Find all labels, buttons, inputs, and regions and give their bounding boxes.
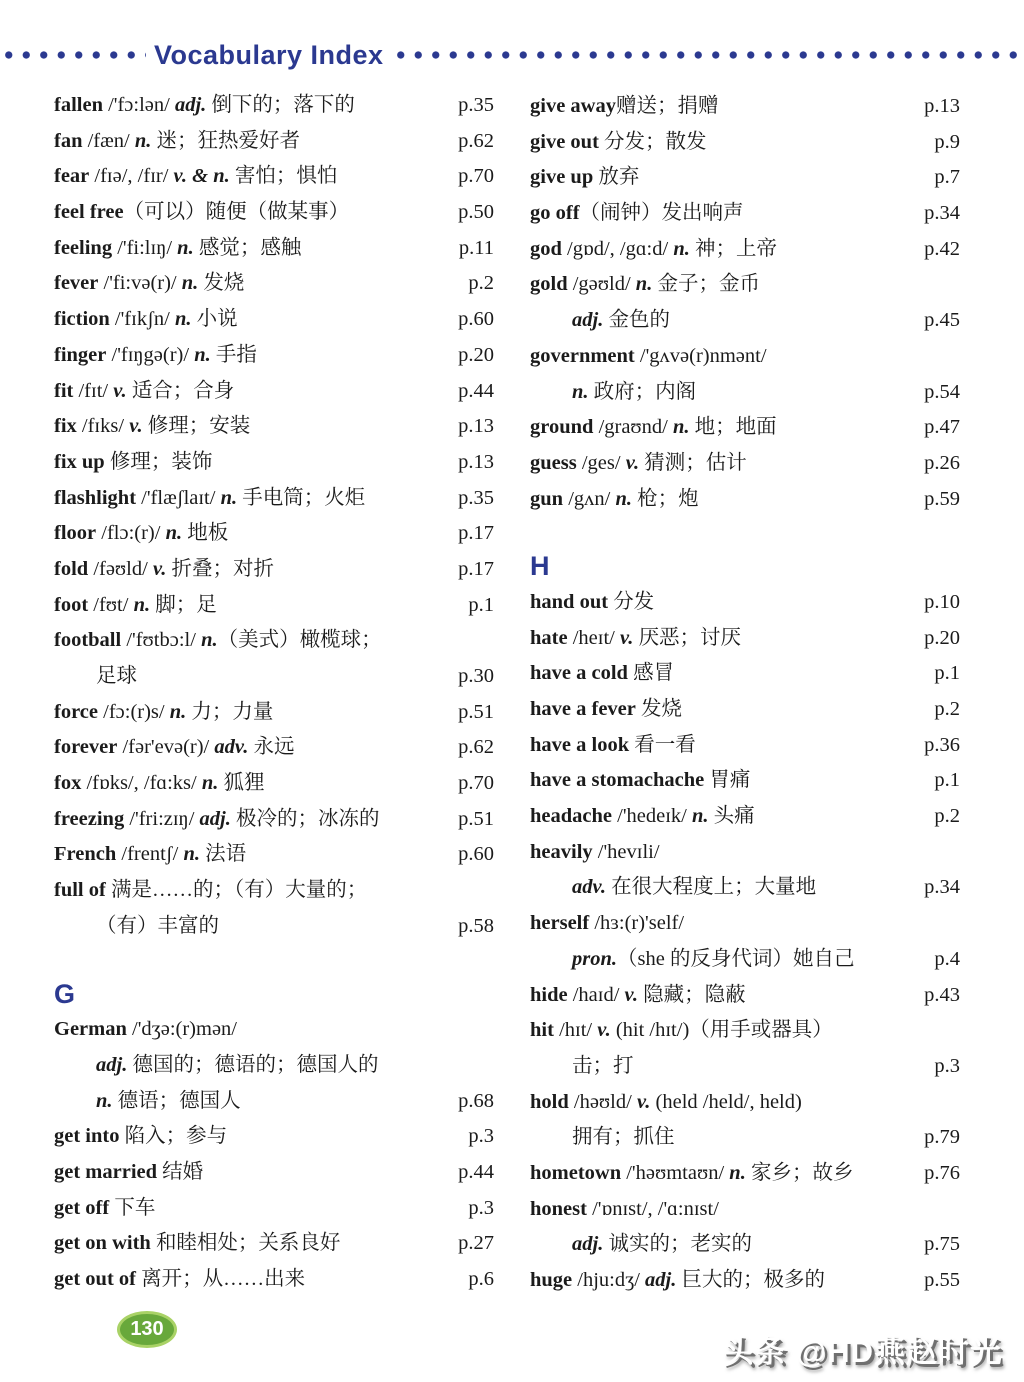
page-ref: p.30 (458, 665, 494, 687)
vocab-entry-text: pron.（she 的反身代词）她自己 (572, 947, 855, 970)
vocab-entry-line (54, 1119, 494, 1155)
vocab-entry-text: give up 放弃 (530, 166, 640, 189)
vocab-entry-text: （有）丰富的 (96, 914, 219, 937)
vocab-entry-line (530, 1049, 960, 1085)
page-ref: p.43 (924, 983, 960, 1006)
vocab-entry-line (530, 1192, 960, 1228)
page-ref: p.2 (934, 805, 960, 828)
vocab-entry-line (530, 1120, 960, 1156)
page-ref: p.68 (458, 1089, 494, 1112)
vocab-entry-line (54, 623, 494, 659)
page-ref: p.79 (924, 1126, 960, 1149)
vocab-entry-line (54, 1262, 494, 1298)
page-ref: p.36 (924, 733, 960, 756)
vocab-entry-line (530, 125, 960, 161)
vocab-entry-text: guess /ges/ v. 猜测；估计 (530, 451, 747, 474)
vocab-entry-text: ground /graʊnd/ n. 地；地面 (530, 416, 777, 439)
page-ref: p.54 (924, 380, 960, 403)
vocab-entry-text: go off（闹钟）发出响声 (530, 202, 744, 225)
vocab-entry-text: fallen /'fɔ:lən/ adj. 倒下的；落下的 (54, 94, 355, 116)
page-ref: p.42 (924, 237, 960, 260)
page-ref: p.70 (458, 165, 494, 188)
vocab-entry-text: get into 陷入；参与 (54, 1125, 228, 1148)
vocab-entry-line (530, 1085, 960, 1121)
vocab-entry-line (54, 588, 494, 624)
page-ref: p.75 (924, 1233, 960, 1256)
vocab-entry-line (530, 339, 960, 375)
vocab-entry-text: adj. 金色的 (572, 309, 670, 332)
vocab-entry-line (54, 374, 494, 410)
vocab-entry-text: fold /fəʊld/ v. 折叠；对折 (54, 557, 275, 580)
vocabulary-index-header (0, 40, 1024, 70)
section-gap (54, 945, 494, 977)
vocab-entry-text: n. 德语；德国人 (96, 1089, 241, 1112)
page-ref: p.4 (934, 947, 960, 970)
vocab-entry-line (530, 482, 960, 518)
page-ref: p.3 (468, 1125, 494, 1148)
vocab-entry-line (54, 766, 494, 802)
page-ref: p.45 (924, 309, 960, 332)
page-ref: p.35 (458, 94, 494, 116)
vocab-entry-text: full of 满是……的；（有）大量的； (54, 879, 368, 902)
vocab-entry-line (530, 303, 960, 339)
vocab-entry-text: finger /'fɪŋgə(r)/ n. 手指 (54, 343, 257, 366)
vocab-entry-text: hit /hɪt/ v. (hit /hɪt/)（用手或器具） (530, 1019, 833, 1042)
vocab-entry-text: hometown /'həʊmtaʊn/ n. 家乡；故乡 (530, 1161, 854, 1184)
vocab-entry-text: gun /gʌn/ n. 枪；炮 (530, 487, 699, 510)
vocab-entry-line (54, 1048, 494, 1084)
vocab-entry-text: adj. 诚实的；老实的 (572, 1233, 752, 1256)
vocab-entry-line (530, 1013, 960, 1049)
vocab-entry-line (530, 585, 960, 621)
vocab-entry-text: give away赠送；捐赠 (530, 95, 719, 117)
vocab-entry-text: flashlight /'flæʃlaɪt/ n. 手电筒；火炬 (54, 486, 366, 509)
vocab-entry-line (530, 196, 960, 232)
page-ref: p.47 (924, 416, 960, 439)
page-ref: p.34 (924, 876, 960, 899)
page-ref: p.60 (458, 843, 494, 866)
vocab-entry-line (530, 410, 960, 446)
page-ref: p.3 (934, 1054, 960, 1077)
vocab-entry-text: have a look 看一看 (530, 733, 696, 756)
vocab-entry-line (530, 446, 960, 482)
vocab-entry-line (54, 802, 494, 838)
vocab-entry-line (54, 445, 494, 481)
page-ref: p.59 (924, 487, 960, 510)
vocab-entry-text: force /fɔ:(r)s/ n. 力；力量 (54, 700, 274, 723)
vocab-entry-line (54, 195, 494, 231)
page-ref: p.44 (458, 379, 494, 402)
vocab-entry-text: adj. 德国的；德语的；德国人的 (96, 1053, 379, 1076)
vocab-entry-text: foot /fʊt/ n. 脚；足 (54, 593, 217, 616)
vocab-entry-text: hold /həʊld/ v. (held /held/, held) (530, 1090, 802, 1113)
vocab-entry-line (530, 799, 960, 835)
page-ref: p.11 (458, 236, 494, 259)
vocab-entry-line (54, 516, 494, 552)
vocab-entry-text: god /gɒd/, /gɑ:d/ n. 神；上帝 (530, 237, 777, 260)
page-ref: p.9 (934, 130, 960, 153)
page-ref: p.13 (458, 415, 494, 438)
vocab-entry-line (530, 692, 960, 728)
vocab-entry-text: floor /flɔ:(r)/ n. 地板 (54, 522, 229, 545)
vocab-entry-text: freezing /'fri:zɪŋ/ adj. 极冷的；冰冻的 (54, 807, 380, 830)
vocab-entry-line (530, 621, 960, 657)
page-ref: p.55 (924, 1269, 960, 1291)
page-ref: p.26 (924, 451, 960, 474)
vocab-entry-text: gold /gəʊld/ n. 金子；金币 (530, 273, 760, 296)
vocab-entry-text: herself /hɜ:(r)'self/ (530, 912, 685, 935)
vocab-entry-line (54, 302, 494, 338)
vocab-entry-text: German /'dʒə:(r)mən/ (54, 1018, 238, 1041)
vocab-entry-text: 击；打 (572, 1054, 634, 1077)
page-ref: p.13 (924, 95, 960, 117)
page-number: 130 (130, 1318, 164, 1340)
vocab-column-right (530, 89, 960, 1299)
vocab-entry-line (530, 870, 960, 906)
vocab-entry-line (54, 1226, 494, 1262)
vocab-entry-text: headache /'hedeɪk/ n. 头痛 (530, 805, 755, 828)
page-ref: p.6 (468, 1268, 494, 1290)
vocab-entry-line (54, 338, 494, 374)
vocab-entry-line (530, 978, 960, 1014)
page-ref: p.50 (458, 201, 494, 224)
page-ref: p.13 (458, 450, 494, 473)
page-ref: p.27 (458, 1232, 494, 1255)
dotted-rule-left-icon (0, 50, 146, 60)
watermark: 头条 @HD燕赵时光 (722, 1334, 1002, 1369)
vocab-entry-text: fit /fɪt/ v. 适合；合身 (54, 379, 235, 402)
vocab-entry-line (530, 763, 960, 799)
page-ref: p.2 (468, 272, 494, 295)
vocab-entry-text: hide /haɪd/ v. 隐藏；隐蔽 (530, 983, 746, 1006)
vocab-entry-line (530, 906, 960, 942)
vocab-entry-text: give out 分发；散发 (530, 130, 707, 153)
page-ref: p.7 (934, 166, 960, 189)
vocab-entry-line (530, 1156, 960, 1192)
vocab-entry-text: fox /fɒks/, /fɑ:ks/ n. 狐狸 (54, 772, 265, 795)
section-letter: H (530, 551, 550, 582)
page-ref: p.34 (924, 202, 960, 225)
vocab-entry-line (54, 88, 494, 124)
vocab-entry-text: get out of 离开；从……出来 (54, 1268, 306, 1290)
vocab-entry-text: fear /fɪə/, /fɪr/ v. & n. 害怕；惧怕 (54, 165, 338, 188)
vocab-entry-line (54, 552, 494, 588)
vocab-entry-line (530, 1263, 960, 1299)
vocab-entry-text: huge /hju:dʒ/ adj. 巨大的；极多的 (530, 1269, 825, 1291)
vocab-entry-text: fix /fɪks/ v. 修理；安装 (54, 415, 251, 438)
vocab-entry-text: government /'gʌvə(r)nmənt/ (530, 344, 767, 367)
vocab-entry-line (530, 942, 960, 978)
vocab-entry-text: forever /fər'evə(r)/ adv. 永远 (54, 736, 295, 759)
vocab-entry-text: fever /'fi:və(r)/ n. 发烧 (54, 272, 245, 295)
vocab-entry-line (54, 1155, 494, 1191)
page-ref: p.1 (934, 769, 960, 792)
vocab-entry-line (54, 695, 494, 731)
page-ref: p.70 (458, 772, 494, 795)
vocab-entry-line (54, 159, 494, 195)
page-title: Vocabulary Index (154, 39, 384, 70)
vocab-entry-line (54, 730, 494, 766)
page-ref: p.62 (458, 736, 494, 759)
page-ref: p.1 (468, 593, 494, 616)
page-ref: p.20 (458, 343, 494, 366)
vocab-entry-text: get on with 和睦相处；关系良好 (54, 1232, 341, 1255)
page-ref: p.35 (458, 486, 494, 509)
vocab-entry-line (54, 124, 494, 160)
page-number-badge (117, 1311, 177, 1348)
vocab-entry-text: hate /heɪt/ v. 厌恶；讨厌 (530, 626, 742, 649)
vocab-entry-line (530, 267, 960, 303)
page-ref: p.17 (458, 522, 494, 545)
vocab-entry-text: heavily /'hevɪli/ (530, 840, 660, 863)
vocab-entry-text: 足球 (96, 665, 137, 687)
vocab-entry-line (530, 160, 960, 196)
page-ref: p.2 (934, 698, 960, 720)
vocab-entry-line (530, 728, 960, 764)
vocab-entry-text: hand out 分发 (530, 590, 655, 613)
vocab-entry-text: fix up 修理；装饰 (54, 450, 213, 473)
vocab-entry-line (530, 375, 960, 411)
vocab-entry-line (530, 89, 960, 125)
page-ref: p.58 (458, 914, 494, 937)
vocab-entry-line (530, 656, 960, 692)
page-ref: p.44 (458, 1160, 494, 1183)
page-ref: p.60 (458, 308, 494, 331)
vocab-entry-line (54, 409, 494, 445)
vocab-entry-text: have a stomachache 胃痛 (530, 769, 751, 792)
page-ref: p.17 (458, 557, 494, 580)
page-ref: p.76 (924, 1161, 960, 1184)
vocab-entry-text: adv. 在很大程度上；大量地 (572, 876, 817, 899)
section-gap (530, 517, 960, 549)
page-ref: p.51 (458, 807, 494, 830)
vocab-entry-line (54, 266, 494, 302)
vocab-entry-line (54, 1191, 494, 1227)
vocab-entry-text: 拥有；抓住 (572, 1126, 675, 1149)
vocab-entry-line (54, 837, 494, 873)
vocab-entry-text: football /'fʊtbɔ:l/ n.（美式）橄榄球； (54, 629, 382, 652)
vocab-entry-text: get off 下车 (54, 1196, 156, 1219)
vocab-entry-line (530, 1227, 960, 1263)
vocab-entry-line (54, 659, 494, 695)
page-ref: p.51 (458, 700, 494, 723)
page-ref: p.62 (458, 129, 494, 152)
vocab-entry-line (54, 873, 494, 909)
vocab-entry-line (54, 909, 494, 945)
vocab-entry-line (54, 1084, 494, 1120)
vocab-column-left (54, 88, 494, 1298)
vocab-entry-text: honest /'ɒnɪst/, /'ɑ:nɪst/ (530, 1197, 719, 1220)
vocab-entry-text: fan /fæn/ n. 迷；狂热爱好者 (54, 129, 301, 152)
vocab-entry-text: fiction /'fɪkʃn/ n. 小说 (54, 308, 238, 331)
page-ref: p.20 (924, 626, 960, 649)
vocab-entry-text: feeling /'fi:lɪŋ/ n. 感觉；感触 (54, 236, 302, 259)
vocab-entry-text: get married 结婚 (54, 1160, 204, 1183)
vocab-entry-line (530, 232, 960, 268)
vocab-entry-line (54, 481, 494, 517)
vocab-entry-text: French /frentʃ/ n. 法语 (54, 843, 247, 866)
vocab-entry-line (530, 835, 960, 871)
vocab-entry-line (54, 231, 494, 267)
vocab-entry-text: feel free（可以）随便（做某事） (54, 201, 350, 224)
vocab-entry-text: have a fever 发烧 (530, 698, 682, 720)
dotted-rule-right-icon (392, 50, 1024, 60)
section-letter: G (54, 978, 76, 1009)
vocab-entry-line (54, 1012, 494, 1048)
page-ref: p.10 (924, 590, 960, 613)
page-ref: p.3 (468, 1196, 494, 1219)
vocab-entry-text: have a cold 感冒 (530, 662, 675, 685)
page-ref: p.1 (934, 662, 960, 685)
vocab-entry-text: n. 政府；内阁 (572, 380, 697, 403)
